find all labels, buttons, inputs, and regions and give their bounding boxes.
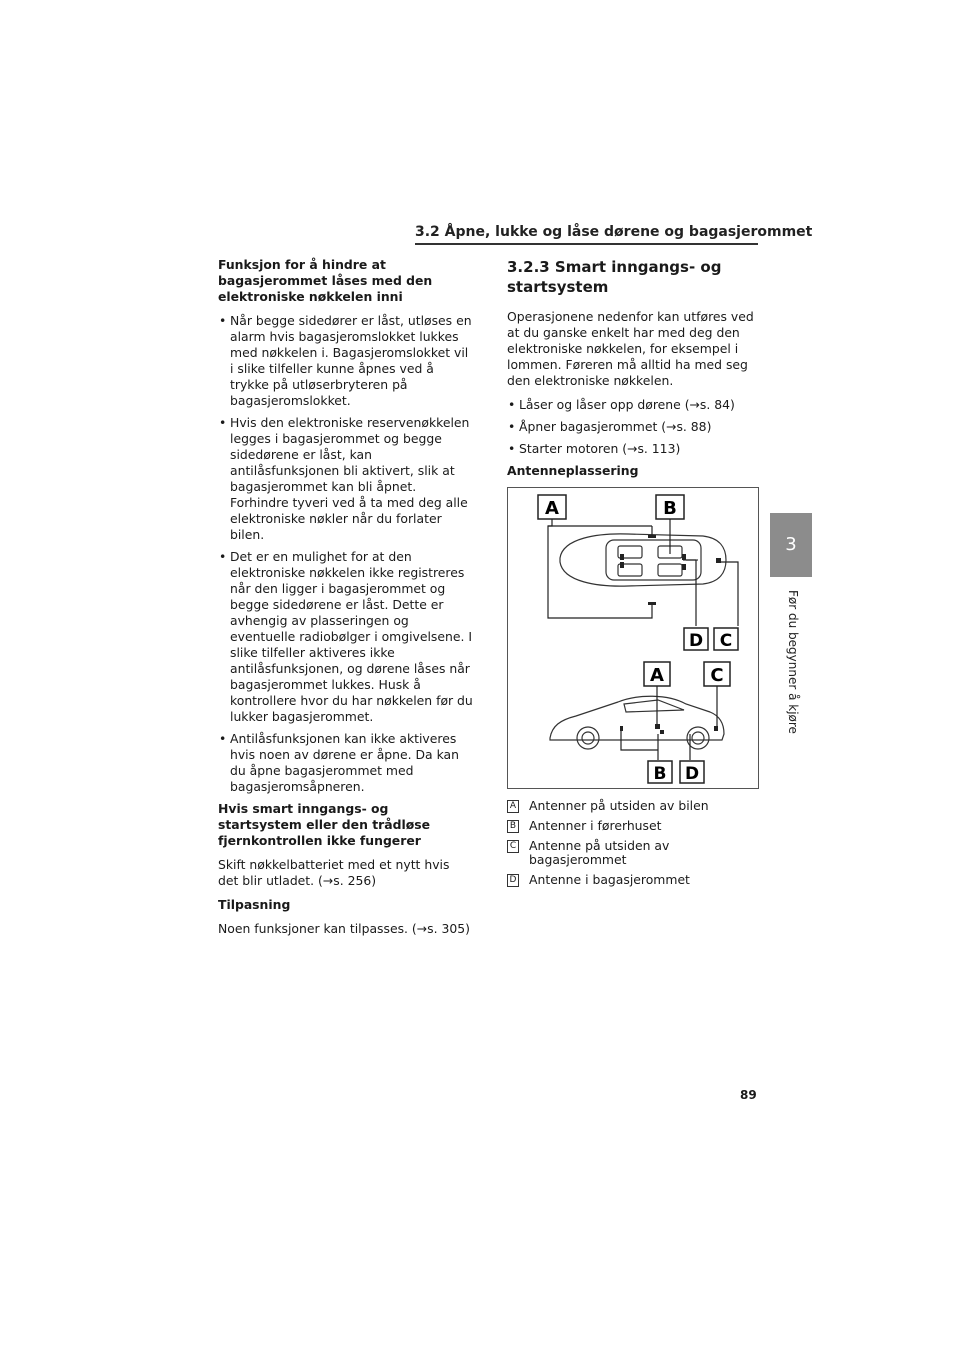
legend-text-a: Antenner på utsiden av bilen [529, 798, 709, 813]
right-column [507, 257, 757, 893]
function-list [507, 397, 757, 457]
label-b-side: B [653, 764, 667, 784]
list-item: • Antilåsfunksjonen kan ikke aktiveres hvis noen av dørene er åpne. Da kan du åpne bagasjerommet med bagasjeromsåpneren. [218, 731, 473, 795]
list-item: • Når begge sidedører er låst, utløses en alarm hvis bagasjeromslokket lukkes med nøkkelen i. Bagasjeromslokket vil i slike tilfeller kunne åpnes ved å trykke på utløserbryteren på bagasjeromslokket. [218, 313, 473, 409]
legend-letter-b: B [507, 820, 519, 833]
legend-item-a [507, 799, 757, 813]
label-b-top: B [663, 498, 677, 519]
legend-item-b [507, 819, 757, 833]
heading-anti-lock: Funksjon for å hindre at bagasjerommet låses med den elektroniske nøkkelen inni [218, 257, 433, 304]
label-c-side: C [710, 665, 724, 686]
heading-customization: Tilpasning [218, 897, 291, 912]
legend-text-d: Antenne i bagasjerommet [529, 872, 690, 887]
chapter-tab-label: Før du begynner å kjøre [786, 590, 800, 734]
intro-text: Operasjonene nedenfor kan utføres ved at du ganske enkelt har med deg den elektroniske nøkkelen, for eksempel i lommen. Føreren må alltid ha med seg den elektroniske nøkkelen. [507, 309, 754, 388]
label-c-top: C [719, 631, 733, 651]
label-a-top: A [545, 498, 559, 519]
antenna-figure [507, 487, 759, 789]
label-d-side: D [684, 764, 700, 784]
legend-item-c [507, 839, 757, 867]
list-item: • Åpner bagasjerommet (→s. 88) [507, 419, 757, 435]
list-item: • Det er en mulighet for at den elektroniske nøkkelen ikke registreres når den ligger i bagasjerommet og begge sidedørene er låst. Dette er avhengig av plasseringen og eventuelle radiobølger i omgivelsene. I slike tilfeller aktiveres ikke antilåsfunksjonen, og dørene låses når bagasjerommet lukkes. Husk å kontrollere hvor du har nøkkelen før du lukker bagasjerommet. [218, 549, 473, 725]
figure-heading: Antenneplassering [507, 463, 639, 478]
label-a-side: A [650, 665, 664, 686]
list-item: • Starter motoren (→s. 113) [507, 441, 757, 457]
antenna-diagram [508, 488, 758, 788]
subsection-title: 3.2.3 Smart inngangs- og startsystem [507, 258, 722, 296]
customization-text: Noen funksjoner kan tilpasses. (→s. 305) [218, 921, 470, 936]
malfunction-text: Skift nøkkelbatteriet med et nytt hvis det blir utladet. (→s. 256) [218, 857, 450, 888]
chapter-tab: 3 [770, 513, 812, 577]
legend-text-c: Antenne på utsiden av bagasjerommet [529, 838, 670, 867]
label-d-top: D [688, 631, 704, 651]
legend-letter-c: C [507, 840, 519, 853]
left-column [218, 257, 473, 945]
list-item: • Hvis den elektroniske reservenøkkelen legges i bagasjerommet og begge sidedørene er låst, kan antilåsfunksjonen bli aktivert, slik at bagasjerommet kan bli åpnet. Forhindre tyveri ved å ta med deg alle elektroniske nøkler når du forlater bilen. [218, 415, 473, 543]
list-item: • Låser og låser opp dørene (→s. 84) [507, 397, 757, 413]
section-header: 3.2 Åpne, lukke og låse dørene og bagasjerommet [415, 224, 758, 245]
heading-malfunction: Hvis smart inngangs- og startsystem eller den trådløse fjernkontrollen ikke fungerer [218, 801, 431, 848]
legend-text-b: Antenner i førerhuset [529, 818, 662, 833]
legend-item-d [507, 873, 757, 887]
anti-lock-list [218, 313, 473, 795]
legend-letter-a: A [507, 800, 519, 813]
page-number: 89 [740, 1088, 757, 1102]
legend-letter-d: D [507, 874, 519, 887]
